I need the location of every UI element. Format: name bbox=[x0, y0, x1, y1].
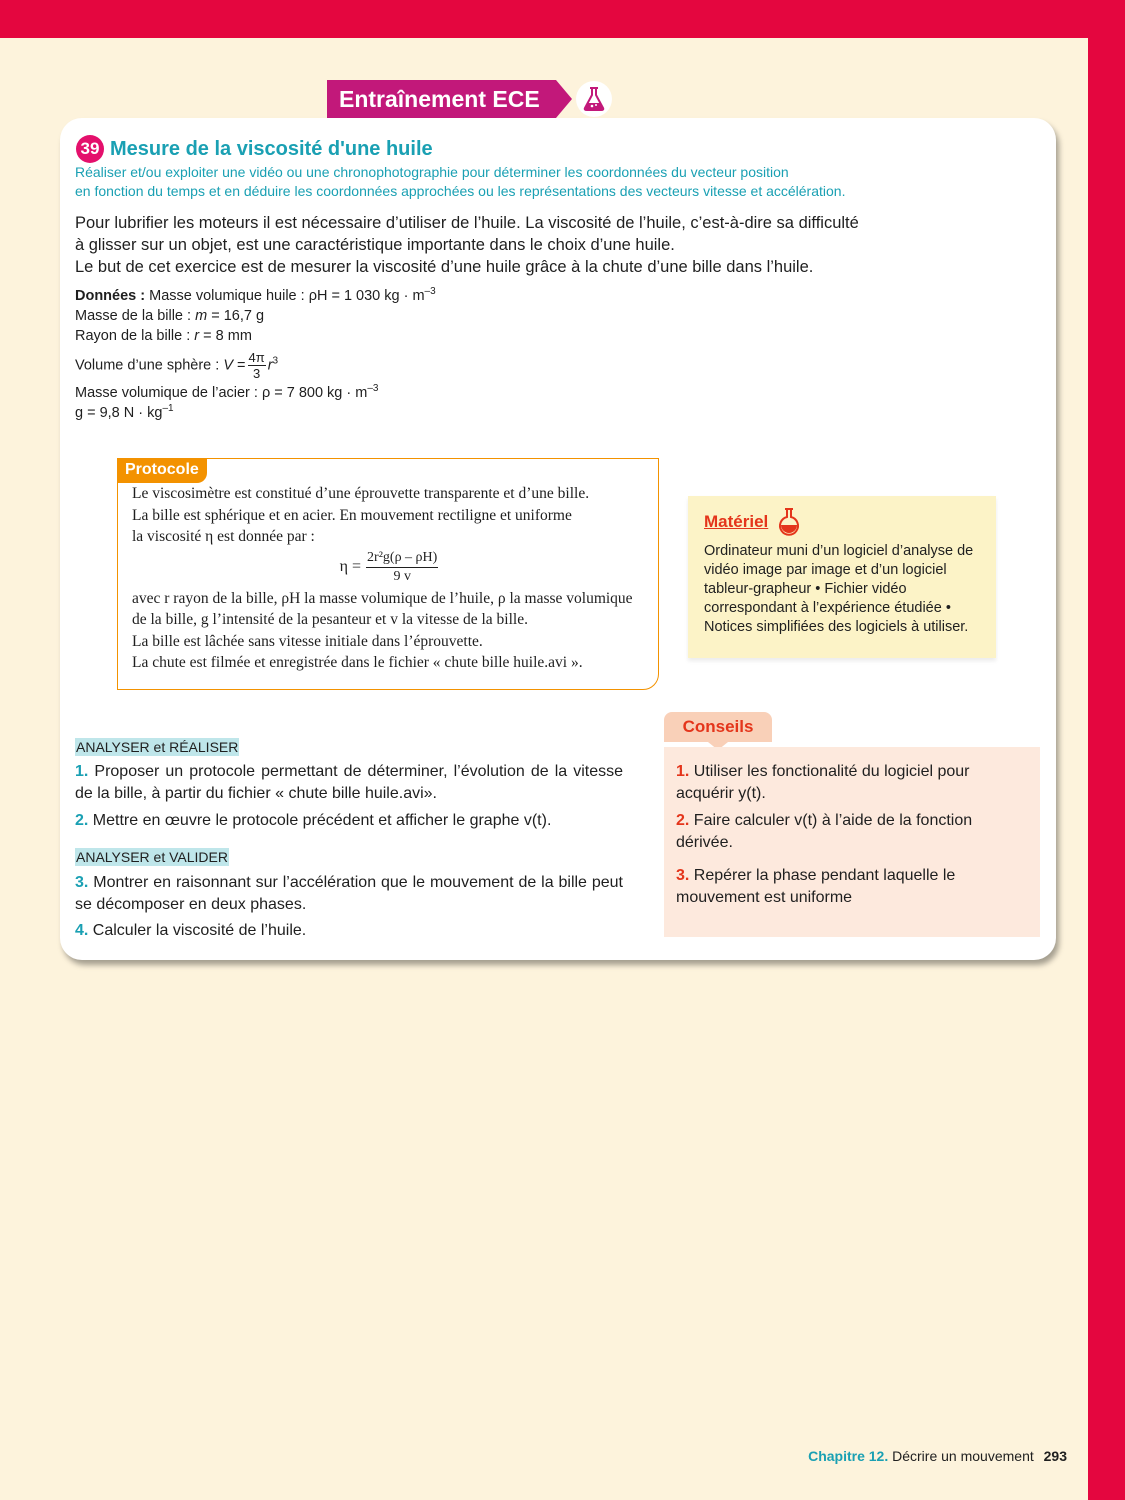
exponent: –3 bbox=[367, 383, 379, 395]
objective-line: en fonction du temps et en déduire les coordonnées approchées ou les représentations des vecteurs vitesse et accélération. bbox=[75, 183, 846, 199]
question-4 bbox=[75, 920, 623, 942]
question-text: Proposer un protocole permettant de déterminer, l’évolution de la vitesse de la bille, à partir du fichier « chute bille huile.avi». bbox=[75, 763, 623, 802]
tips-label: Conseils bbox=[664, 712, 772, 742]
flask-icon bbox=[576, 81, 612, 117]
formula-fraction bbox=[366, 549, 438, 586]
intro-line: Pour lubrifier les moteurs il est nécessaire d’utiliser de l’huile. La viscosité de l’huile, c’est-à-dire sa difficulté bbox=[75, 214, 859, 232]
formula-numerator: 2r²g(ρ – ρH) bbox=[366, 549, 438, 568]
data-label: Données : bbox=[75, 288, 146, 304]
material-header bbox=[704, 506, 982, 536]
protocol-line: de la bille, g l’intensité de la pesanteur et v la vitesse de la bille. bbox=[132, 611, 528, 628]
tip-number: 1. bbox=[676, 763, 690, 780]
question-3 bbox=[75, 872, 623, 916]
question-text: Mettre en œuvre le protocole précédent et afficher le graphe v(t). bbox=[88, 812, 552, 829]
flask-icon bbox=[776, 506, 802, 536]
intro-line: à glisser sur un objet, est une caractéristique importante dans le choix d’une huile. bbox=[75, 236, 675, 254]
protocol-line: Le viscosimètre est constitué d’une éprouvette transparente et d’une bille. bbox=[132, 485, 590, 502]
page-number: 293 bbox=[1043, 1448, 1067, 1464]
top-color-band bbox=[0, 0, 1125, 38]
sphere-volume bbox=[75, 350, 436, 381]
formula-lhs: η = bbox=[339, 558, 362, 576]
gravity-value: g = 9,8 N · kg bbox=[75, 405, 163, 421]
sphere-volume-label: Volume d’une sphère : bbox=[75, 357, 224, 374]
formula-denominator: 9 v bbox=[393, 568, 411, 584]
oil-density: Masse volumique huile : ρH = 1 030 kg · m bbox=[149, 288, 425, 304]
objective-line: Réaliser et/ou exploiter une vidéo ou une chronophotographie pour déterminer les coordonnées du vecteur position bbox=[75, 164, 789, 180]
variable: m bbox=[195, 308, 208, 324]
exercise-header bbox=[76, 135, 433, 163]
ece-banner bbox=[327, 80, 612, 118]
footer-title: Décrire un mouvement bbox=[892, 1448, 1034, 1464]
question-1 bbox=[75, 761, 623, 805]
page-footer bbox=[808, 1448, 1067, 1464]
ece-banner-arrow bbox=[556, 80, 572, 118]
right-color-band bbox=[1088, 0, 1125, 1500]
material-label: Matériel bbox=[704, 511, 769, 531]
protocol-line: La bille est lâchée sans vitesse initiale dans l’éprouvette. bbox=[132, 632, 483, 650]
question-2 bbox=[75, 810, 623, 832]
protocol-box bbox=[117, 458, 659, 690]
protocol-label: Protocole bbox=[117, 458, 207, 483]
question-number: 2. bbox=[75, 812, 89, 829]
material-note bbox=[688, 496, 996, 658]
protocol-line: avec r rayon de la bille, ρH la masse volumique de l’huile, ρ la masse volumique bbox=[132, 589, 633, 607]
question-text: Calculer la viscosité de l’huile. bbox=[88, 922, 307, 939]
protocol-line: la viscosité η est donnée par : bbox=[132, 528, 315, 545]
variable: r bbox=[194, 328, 200, 344]
viscosity-formula bbox=[132, 549, 648, 586]
ball-radius-value: = 8 mm bbox=[199, 328, 252, 344]
tip-text: Repérer la phase pendant laquelle le mouvement est uniforme bbox=[676, 867, 956, 906]
tip-3 bbox=[676, 865, 1028, 908]
exercise-title: Mesure de la viscosité d'une huile bbox=[110, 137, 433, 160]
equals: = bbox=[233, 357, 246, 374]
section-analyser-realiser: ANALYSER et RÉALISER bbox=[76, 739, 239, 755]
question-number: 3. bbox=[75, 874, 89, 891]
fraction bbox=[248, 350, 266, 381]
material-text: Ordinateur muni d’un logiciel d’analyse de vidéo image par image et d’un logiciel tableur-grapheur • Fichier vidéo correspondant à l’expérience étudiée • Notices simplifiées des logiciels à utiliser. bbox=[704, 543, 974, 635]
tip-1 bbox=[676, 761, 1028, 804]
tip-number: 2. bbox=[676, 812, 690, 829]
question-number: 1. bbox=[75, 763, 89, 780]
tips-box bbox=[664, 747, 1040, 937]
protocol-line: La bille est sphérique et en acier. En mouvement rectiligne et uniforme bbox=[132, 506, 572, 524]
variable: V bbox=[223, 357, 233, 374]
ece-banner-label: Entraînement ECE bbox=[327, 80, 556, 118]
variable: r bbox=[267, 357, 273, 374]
exercise-objective bbox=[75, 163, 975, 201]
tip-text: Faire calculer v(t) à l’aide de la fonction dérivée. bbox=[676, 812, 973, 851]
tip-number: 3. bbox=[676, 867, 690, 884]
denominator: 3 bbox=[252, 366, 261, 381]
numerator: 4π bbox=[248, 350, 265, 365]
exercise-number: 39 bbox=[76, 135, 104, 163]
tip-2 bbox=[676, 810, 1028, 853]
ball-mass-value: = 16,7 g bbox=[207, 308, 265, 324]
exponent: 3 bbox=[272, 355, 279, 367]
section-analyser-valider: ANALYSER et VALIDER bbox=[76, 849, 228, 865]
question-text: Montrer en raisonnant sur l’accélération que le mouvement de la bille peut se décomposer en deux phases. bbox=[75, 874, 623, 913]
protocol-line: La chute est filmée et enregistrée dans le fichier « chute bille huile.avi ». bbox=[132, 654, 583, 671]
question-number: 4. bbox=[75, 922, 89, 939]
exercise-intro bbox=[75, 212, 975, 278]
exponent: –3 bbox=[424, 286, 436, 298]
tip-text: Utiliser les fonctionalité du logiciel pour acquérir y(t). bbox=[676, 763, 970, 802]
footer-chapter: Chapitre 12. bbox=[808, 1448, 889, 1464]
ball-mass-label: Masse de la bille : bbox=[75, 308, 196, 324]
exponent: –1 bbox=[162, 403, 174, 415]
steel-density: Masse volumique de l’acier : ρ = 7 800 kg · m bbox=[75, 385, 368, 401]
exercise-card bbox=[60, 118, 1056, 960]
ball-radius-label: Rayon de la bille : bbox=[75, 328, 195, 344]
intro-line: Le but de cet exercice est de mesurer la viscosité d’une huile grâce à la chute d’une bille dans l’huile. bbox=[75, 258, 814, 276]
data-block bbox=[75, 286, 436, 423]
